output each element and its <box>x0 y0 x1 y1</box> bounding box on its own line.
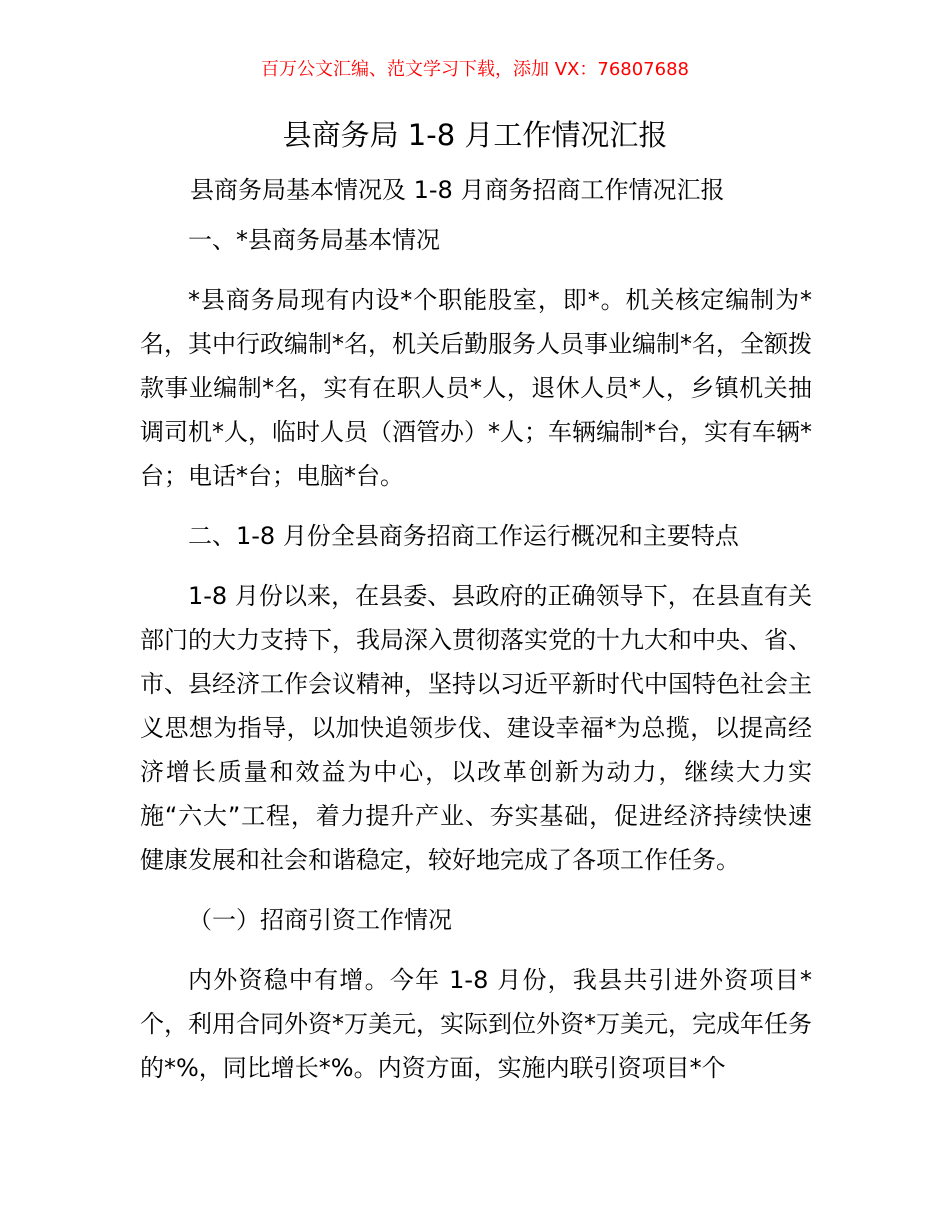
section-heading: 一、*县商务局基本情况 <box>188 226 440 254</box>
body-paragraph: *县商务局现有内设*个职能股室，即*。机关核定编制为*名，其中行政编制*名，机关后勤服务人员事业编制*名，全额拨款事业编制*名，实有在职人员*人，退休人员*人，乡镇机关抽调司机*人，临时人员（酒管办）*人；车辆编制*台，实有车辆*台；电话*台；电脑*台。 <box>140 286 812 490</box>
document-body <box>140 218 812 1106</box>
subsection-heading: （一）招商引资工作情况 <box>188 906 452 934</box>
document-title: 县商务局 1-8 月工作情况汇报 <box>282 118 668 152</box>
document-subtitle: 县商务局基本情况及 1-8 月商务招商工作情况汇报 <box>190 176 725 204</box>
body-paragraph: 1-8 月份以来，在县委、县政府的正确领导下，在县直有关部门的大力支持下，我局深入贯彻落实党的十九大和中央、省、市、县经济工作会议精神，坚持以习近平新时代中国特色社会主义思想为指导，以加快追领步伐、建设幸福*为总揽，以提高经济增长质量和效益为中心，以改革创新为动力，继续大力实施“六大”工程，着力提升产业、夯实基础，促进经济持续快速健康发展和社会和谐稳定，较好地完成了各项工作任务。 <box>140 582 812 874</box>
body-paragraph: 内外资稳中有增。今年 1-8 月份，我县共引进外资项目*个，利用合同外资*万美元，实际到位外资*万美元，完成年任务的*%，同比增长*%。内资方面，实施内联引资项目*个 <box>140 966 812 1082</box>
section-heading: 二、1-8 月份全县商务招商工作运行概况和主要特点 <box>188 522 739 550</box>
header-banner: 百万公文汇编、范文学习下载，添加 VX：76807688 <box>261 59 689 80</box>
